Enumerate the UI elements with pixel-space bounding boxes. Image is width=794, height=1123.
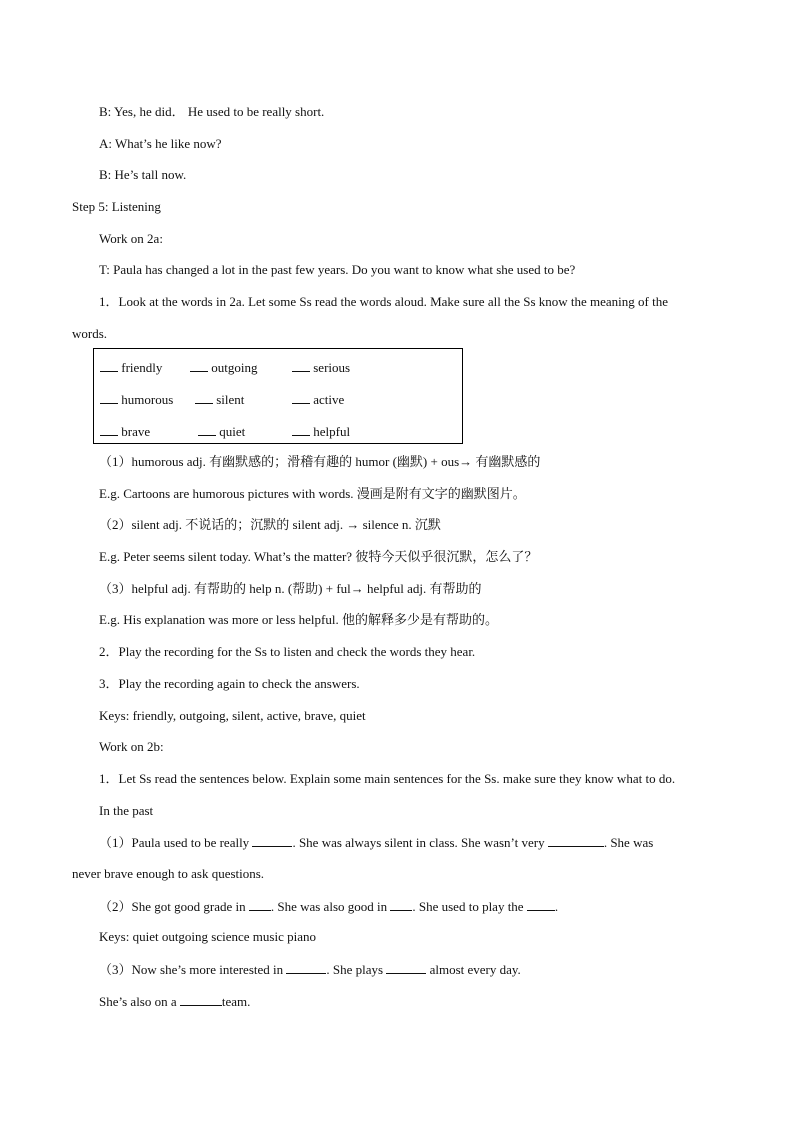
vocab-helpful: （3）helpful adj. 有帮助的 help n. (帮助) + ful→ helpful adj. 有帮助的 bbox=[99, 581, 482, 596]
keys-2b: Keys: quiet outgoing science music piano bbox=[99, 929, 316, 944]
word-item: humorous bbox=[100, 391, 173, 408]
instruction-2b-1: 1．Let Ss read the sentences below. Explain some main sentences for the Ss. make sure they know what to do. bbox=[99, 771, 676, 786]
step-heading: Step 5: Listening bbox=[72, 199, 161, 214]
word-item: brave bbox=[100, 423, 150, 440]
teacher-line: T: Paula has changed a lot in the past few years. Do you want to know what she used to be? bbox=[99, 262, 576, 277]
example-humorous: E.g. Cartoons are humorous pictures with words. 漫画是附有文字的幽默图片。 bbox=[99, 486, 526, 501]
word-item: active bbox=[292, 391, 344, 408]
vocab-humorous: （1）humorous adj. 有幽默感的；滑稽有趣的 humor (幽默) + ous→ 有幽默感的 bbox=[99, 454, 541, 469]
word-item: friendly bbox=[100, 359, 162, 376]
instruction-3: 3．Play the recording again to check the answers. bbox=[99, 676, 360, 691]
instruction-2: 2．Play the recording for the Ss to listen and check the words they hear. bbox=[99, 644, 476, 659]
example-silent: E.g. Peter seems silent today. What’s the matter? 彼特今天似乎很沉默，怎么了？ bbox=[99, 549, 538, 564]
fill-sentence-2: （2）She got good grade in . She was also good in . She used to play the . bbox=[99, 899, 559, 914]
keys-2a: Keys: friendly, outgoing, silent, active, brave, quiet bbox=[99, 708, 366, 723]
blank[interactable] bbox=[252, 834, 292, 847]
instruction-1-cont: words. bbox=[72, 326, 108, 341]
work-on-2b-heading: Work on 2b: bbox=[99, 739, 164, 754]
blank[interactable] bbox=[180, 993, 222, 1006]
word-item: outgoing bbox=[190, 359, 257, 376]
dialogue-line-b2: B: He’s tall now. bbox=[99, 167, 187, 182]
fill-sentence-3: （3）Now she’s more interested in . She plays almost every day. bbox=[99, 962, 521, 977]
blank[interactable] bbox=[390, 898, 412, 911]
work-on-2a-heading: Work on 2a: bbox=[99, 231, 163, 246]
dialogue-line-a: A: What’s he like now? bbox=[99, 136, 222, 151]
example-helpful: E.g. His explanation was more or less helpful. 他的解释多少是有帮助的。 bbox=[99, 612, 498, 627]
word-item: serious bbox=[292, 359, 350, 376]
fill-sentence-4: She’s also on a team. bbox=[99, 994, 251, 1009]
word-item: helpful bbox=[292, 423, 350, 440]
blank[interactable] bbox=[286, 961, 326, 974]
fill-sentence-1: （1）Paula used to be really . She was always silent in class. She wasn’t very . She was bbox=[99, 835, 654, 850]
vocab-silent: （2）silent adj. 不说话的；沉默的 silent adj. → silence n. 沉默 bbox=[99, 517, 441, 532]
word-list-box bbox=[93, 348, 463, 444]
word-item: silent bbox=[195, 391, 244, 408]
blank[interactable] bbox=[249, 898, 271, 911]
in-the-past-heading: In the past bbox=[99, 803, 154, 818]
blank[interactable] bbox=[386, 961, 426, 974]
instruction-1: 1．Look at the words in 2a. Let some Ss read the words aloud. Make sure all the Ss know the meaning of the bbox=[99, 294, 668, 309]
fill-sentence-1-cont: never brave enough to ask questions. bbox=[72, 866, 265, 881]
dialogue-line-b1: B: Yes, he did． He used to be really short. bbox=[99, 104, 325, 119]
word-item: quiet bbox=[198, 423, 245, 440]
blank[interactable] bbox=[548, 834, 604, 847]
blank[interactable] bbox=[527, 898, 555, 911]
